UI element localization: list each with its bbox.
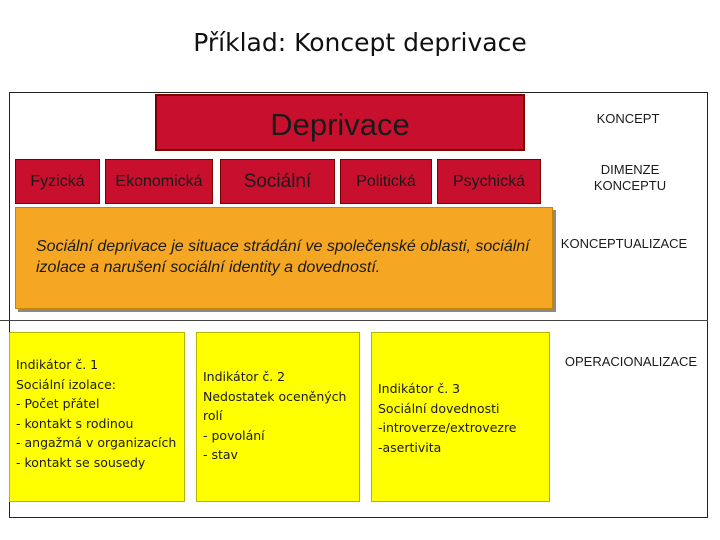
- concept-box: [155, 94, 525, 151]
- definition-box: [15, 207, 553, 309]
- dimension-socialni: Sociální: [220, 159, 335, 204]
- indicator-2-box: Indikátor č. 2 Nedostatek oceněných rolí - povolání - stav: [196, 332, 360, 502]
- definition-text: Sociální deprivace je situace strádání ve společenské oblasti, sociální izolace a narušení sociální identity a dovedností.: [36, 238, 530, 276]
- section-divider: [0, 320, 708, 321]
- label-operacionalizace: OPERACIONALIZACE: [564, 354, 698, 369]
- concept-label: Deprivace: [270, 106, 410, 142]
- slide-title: Příklad: Koncept deprivace: [193, 28, 527, 57]
- label-koncept: KONCEPT: [596, 111, 660, 126]
- indicator-1-box: Indikátor č. 1 Sociální izolace: - Počet přátel - kontakt s rodinou - angažmá v organizacích - kontakt se sousedy: [9, 332, 185, 502]
- dimension-politicka: Politická: [340, 159, 432, 204]
- dimension-fyzicka: Fyzická: [15, 159, 100, 204]
- label-dimenze-konceptu: DIMENZE KONCEPTU: [593, 162, 667, 193]
- dimension-ekonomicka: Ekonomická: [105, 159, 213, 204]
- label-konceptualizace: KONCEPTUALIZACE: [560, 236, 688, 251]
- dimension-psychicka: Psychická: [437, 159, 541, 204]
- indicator-3-box: Indikátor č. 3 Sociální dovednosti -introverze/extrovezre -asertivita: [371, 332, 550, 502]
